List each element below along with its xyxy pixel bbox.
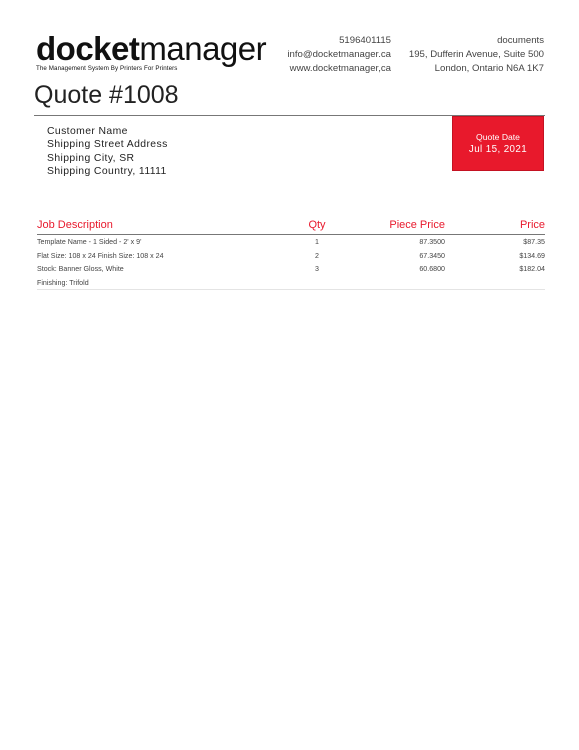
row-price: $134.69	[519, 251, 545, 260]
company-address	[409, 34, 544, 76]
company-phone: 5196401115	[339, 35, 391, 46]
customer-city: Shipping City, SR	[47, 152, 135, 164]
customer-street: Shipping Street Address	[47, 139, 168, 151]
customer-name: Customer Name	[47, 126, 128, 137]
table-row	[37, 250, 545, 264]
table-row	[37, 236, 545, 250]
table-row	[37, 263, 545, 277]
address-line-3: London, Ontario N6A 1K7	[434, 63, 544, 74]
row-price: $87.35	[523, 238, 545, 246]
row-qty: 1	[315, 238, 319, 246]
row-qty: 2	[315, 251, 319, 260]
row-piece-price: 67.3450	[419, 251, 445, 260]
page-title: Quote #1008	[34, 81, 179, 109]
quote-date-value: Jul 15, 2021	[468, 144, 528, 155]
address-line-1: documents	[497, 35, 544, 46]
logo-tagline: The Management System By Printers For Printers	[36, 65, 178, 72]
logo-wordmark	[36, 30, 267, 67]
row-qty: 3	[315, 265, 319, 273]
contact-info	[287, 34, 391, 76]
column-header-description: Job Description	[37, 219, 113, 231]
row-piece-price: 60.6800	[419, 265, 445, 273]
company-logo	[36, 30, 267, 72]
row-piece-price: 87.3500	[419, 238, 445, 246]
column-header-piece-price: Piece Price	[389, 219, 445, 231]
logo-word-bold: docket	[36, 30, 140, 67]
row-description: Finishing: Trifold	[37, 278, 89, 287]
column-header-price: Price	[519, 219, 545, 231]
line-items	[37, 236, 545, 290]
row-description: Flat Size: 108 x 24 Finish Size: 108 x 24	[37, 251, 164, 260]
quote-date-box	[452, 116, 544, 171]
table-row	[37, 277, 545, 291]
row-description: Template Name - 1 Sided - 2' x 9'	[37, 238, 142, 246]
table-header-divider	[37, 234, 545, 235]
quote-date-label: Quote Date	[476, 132, 520, 142]
row-price: $182.04	[519, 265, 545, 273]
row-description: Stock: Banner Gloss, White	[37, 265, 124, 273]
table-footer-divider	[37, 289, 545, 290]
table-header	[37, 219, 545, 233]
logo-word-light: manager	[139, 30, 267, 67]
customer-country: Shipping Country, 11111	[47, 165, 167, 177]
customer-address-block	[47, 125, 168, 178]
address-line-2: 195, Dufferin Avenue, Suite 500	[408, 49, 544, 60]
column-header-qty: Qty	[308, 219, 326, 231]
company-email: info@docketmanager.ca	[287, 49, 391, 60]
company-website: www.docketmanager,ca	[289, 63, 391, 74]
